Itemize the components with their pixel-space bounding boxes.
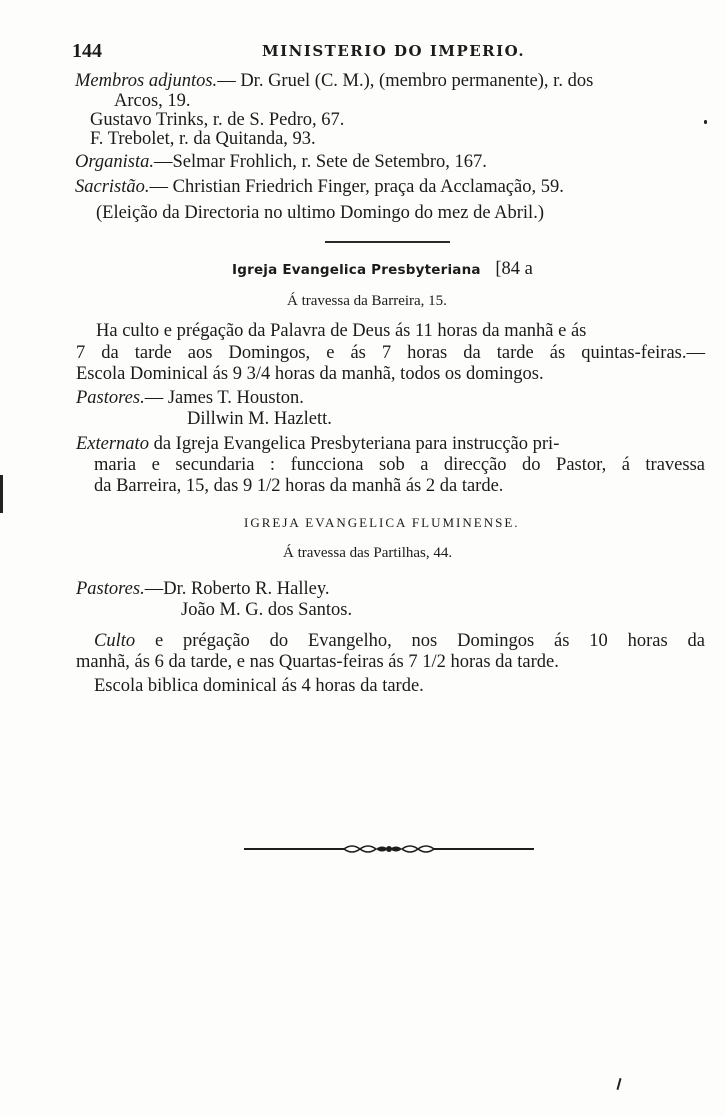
membro-trebolet: F. Trebolet, r. da Quitanda, 93. bbox=[90, 129, 316, 149]
scan-speck bbox=[704, 120, 707, 124]
membros-line bbox=[75, 70, 593, 92]
organista-text: —Selmar Frohlich, r. Sete de Setembro, 167. bbox=[153, 152, 487, 172]
page-number: 144 bbox=[72, 40, 102, 62]
externato-line-1 bbox=[76, 433, 559, 455]
fluminense-culto-label: Culto bbox=[94, 631, 136, 651]
fluminense-address: Á travessa das Partilhas, 44. bbox=[283, 545, 453, 561]
fluminense-pastores bbox=[76, 578, 330, 600]
fluminense-culto-line-1 bbox=[76, 630, 705, 652]
presby-title: Igreja Evangelica Presbyteriana bbox=[232, 262, 481, 278]
running-title: MINISTERIO DO IMPERIO. bbox=[262, 42, 526, 60]
membros-text: — Dr. Gruel (C. M.), (membro permanente), r. dos bbox=[217, 71, 594, 91]
end-ornament-icon bbox=[244, 841, 534, 857]
presby-pastor-2: Dillwin M. Hazlett. bbox=[187, 409, 332, 429]
fluminense-culto-line-2: manhã, ás 6 da tarde, e nas Quartas-feiras ás 7 1/2 horas da tarde. bbox=[76, 652, 559, 672]
section-divider bbox=[325, 241, 450, 243]
fluminense-pastores-label: Pastores. bbox=[76, 579, 145, 599]
fluminense-culto-text: e prégação do Evangelho, nos Domingos ás 10 horas da bbox=[135, 631, 705, 651]
scan-stroke bbox=[616, 1078, 621, 1090]
eleicao-note: (Eleição da Directoria no ultimo Domingo do mez de Abril.) bbox=[96, 203, 544, 223]
membros-label: Membros adjuntos. bbox=[75, 71, 218, 91]
fluminense-pastor-2: João M. G. dos Santos. bbox=[181, 600, 353, 620]
presby-pastores-label: Pastores. bbox=[76, 388, 145, 408]
presby-ref: [84 a bbox=[495, 259, 533, 279]
fluminense-title: IGREJA EVANGELICA FLUMINENSE. bbox=[244, 515, 520, 530]
sacristao-text: — Christian Friedrich Finger, praça da Acclamação, 59. bbox=[149, 177, 564, 197]
presby-culto-line-1: Ha culto e prégação da Palavra de Deus ás 11 horas da manhã e ás bbox=[96, 321, 587, 341]
page-header bbox=[72, 40, 707, 62]
presby-pastores bbox=[76, 387, 304, 409]
externato-label: Externato bbox=[76, 434, 149, 454]
presby-heading bbox=[232, 258, 533, 281]
membro-trinks: Gustavo Trinks, r. de S. Pedro, 67. bbox=[90, 110, 345, 130]
presby-culto-line-2: 7 da tarde aos Domingos, e ás 7 horas da tarde ás quintas-feiras.— bbox=[76, 343, 705, 363]
scan-edge-mark bbox=[0, 475, 3, 513]
externato-line-2: maria e secundaria : funcciona sob a direcção do Pastor, á travessa bbox=[94, 455, 705, 475]
fluminense-escola: Escola biblica dominical ás 4 horas da tarde. bbox=[94, 676, 424, 696]
sacristao-label: Sacristão. bbox=[75, 177, 150, 197]
organista-line bbox=[75, 151, 487, 173]
presby-address: Á travessa da Barreira, 15. bbox=[287, 293, 447, 309]
presby-pastor-1: — James T. Houston. bbox=[144, 388, 304, 408]
externato-line-3: da Barreira, 15, das 9 1/2 horas da manhã ás 2 da tarde. bbox=[94, 476, 504, 496]
fluminense-pastor-1: —Dr. Roberto R. Halley. bbox=[144, 579, 330, 599]
externato-text-1: da Igreja Evangelica Presbyteriana para instrucção pri- bbox=[148, 434, 560, 454]
presby-culto-line-3: Escola Dominical ás 9 3/4 horas da manhã, todos os domingos. bbox=[76, 364, 544, 384]
sacristao-line bbox=[75, 176, 564, 198]
organista-label: Organista. bbox=[75, 152, 154, 172]
membros-continuation: Arcos, 19. bbox=[114, 91, 191, 111]
